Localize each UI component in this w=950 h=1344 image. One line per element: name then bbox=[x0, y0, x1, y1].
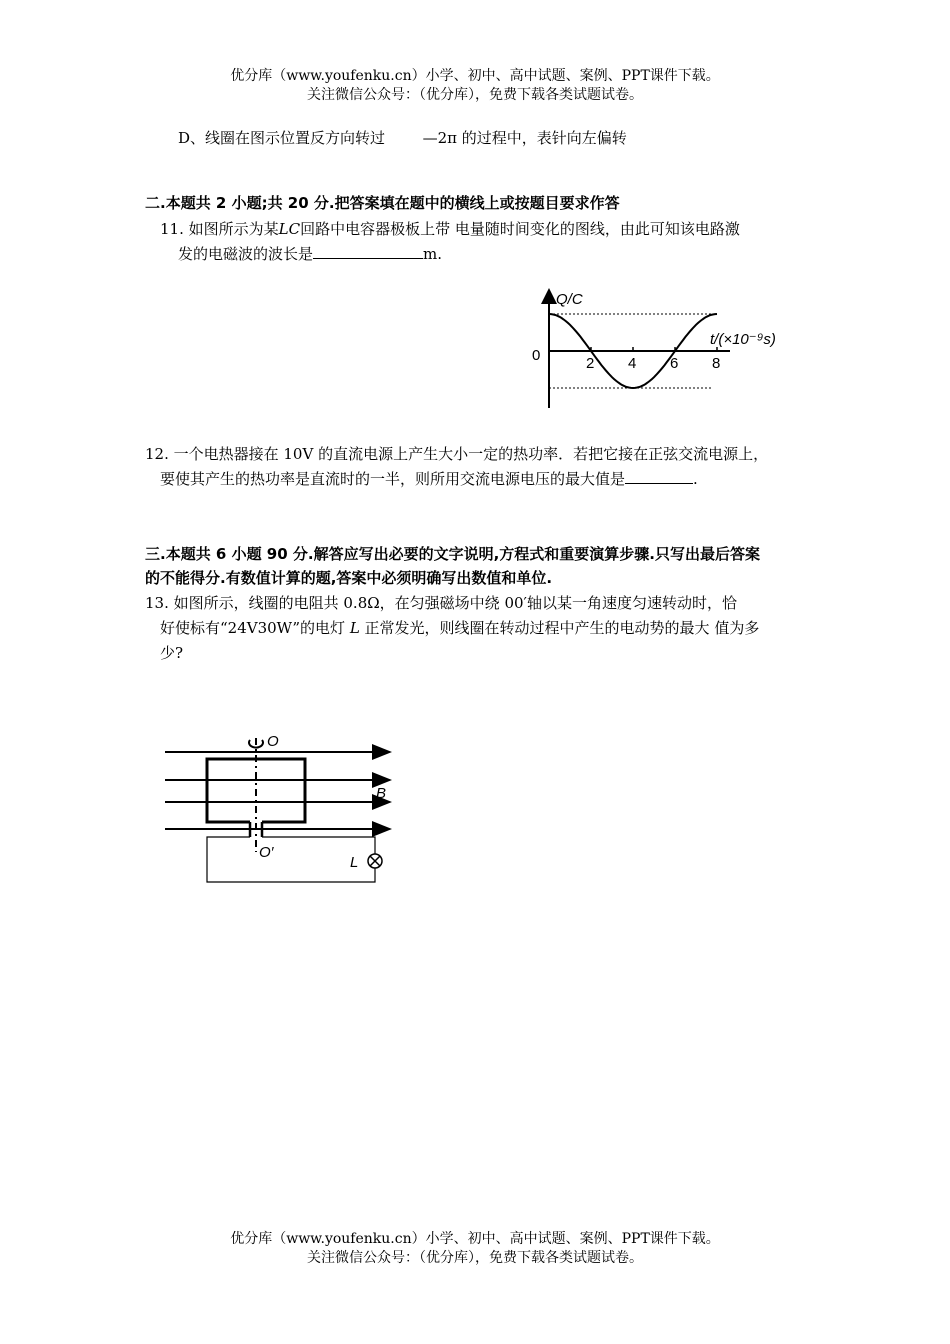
field-label-b: B bbox=[376, 785, 387, 802]
q13-line-1: 13. 如图所示，线圈的电阻共 0.8Ω，在匀强磁场中绕 00′轴以某一角速度匀速转动时，恰 bbox=[145, 594, 737, 612]
footer-line-2: 关注微信公众号：（优分库），免费下载各类试题试卷。 bbox=[307, 1250, 643, 1266]
q11-lc: LC bbox=[278, 220, 301, 238]
q11-line2-post: m. bbox=[423, 245, 443, 263]
lamp-label-l: L bbox=[350, 854, 359, 871]
q13-line-3: 少? bbox=[160, 644, 184, 662]
section-3-title-line-2: 的不能得分.有数值计算的题,答案中必须明确写出数值和单位. bbox=[145, 569, 553, 587]
q13-line2-pre: 好使标有“24V30W”的电灯 bbox=[160, 619, 350, 637]
q13-line2-l: L bbox=[349, 619, 360, 637]
option-d bbox=[178, 128, 627, 148]
q12-line2-pre: 要使其产生的热功率是直流时的一半，则所用交流电源电压的最大值是 bbox=[160, 470, 626, 488]
charge-time-chart bbox=[520, 280, 820, 420]
q12-line-2 bbox=[160, 469, 698, 489]
q11-post: 回路中电容器极板上带 电量随时间变化的图线，由此可知该电路激 bbox=[300, 220, 740, 238]
x-tick-label-8: 8 bbox=[712, 355, 721, 372]
q11-pre: 11. 如图所示为某 bbox=[160, 220, 279, 238]
y-axis-label: Q/C bbox=[556, 291, 583, 308]
x-axis-label: t/(×10⁻⁹s) bbox=[710, 331, 776, 348]
footer-line-1: 优分库（www.youfenku.cn）小学、初中、高中试题、案例、PPT课件下载。 bbox=[230, 1231, 720, 1247]
header-line-2: 关注微信公众号：（优分库），免费下载各类试题试卷。 bbox=[307, 87, 643, 103]
q13-line2-post: 正常发光，则线圈在转动过程中产生的电动势的最大 值为多 bbox=[359, 619, 760, 637]
x-tick-label-6: 6 bbox=[670, 355, 679, 372]
q11-answer-blank[interactable] bbox=[313, 244, 423, 259]
x-tick-label-2: 2 bbox=[586, 355, 595, 372]
coil-in-field-figure bbox=[150, 730, 410, 890]
q11-line-2 bbox=[178, 244, 442, 264]
header-line-1: 优分库（www.youfenku.cn）小学、初中、高中试题、案例、PPT课件下载。 bbox=[230, 68, 720, 84]
q11-line2-pre: 发的电磁波的波长是 bbox=[178, 245, 314, 263]
q12-line-1: 12. 一个电热器接在 10V 的直流电源上产生大小一定的热功率．若把它接在正弦交流电源上， bbox=[145, 445, 769, 463]
x-tick-label-4: 4 bbox=[628, 355, 637, 372]
lamp-icon bbox=[368, 854, 382, 868]
q13-line-2 bbox=[160, 618, 759, 638]
q11-line-1 bbox=[160, 219, 740, 239]
q12-line2-post: . bbox=[693, 470, 698, 488]
section-2-title: 二.本题共 2 小题;共 20 分.把答案填在题中的横线上或按题目要求作答 bbox=[145, 194, 620, 212]
section-3-title-line-1: 三.本题共 6 小题 90 分.解答应写出必要的文字说明,方程式和重要演算步骤.只写出最后答案 bbox=[145, 545, 760, 563]
q12-answer-blank[interactable] bbox=[625, 469, 693, 484]
axis-label-o-top: O bbox=[267, 733, 279, 750]
origin-label: 0 bbox=[532, 347, 541, 364]
axis-label-o-bottom: O′ bbox=[259, 844, 274, 861]
option-d-part1: D、线圈在图示位置反方向转过 bbox=[178, 129, 386, 147]
option-d-part2: —2π 的过程中，表针向左偏转 bbox=[422, 129, 627, 147]
